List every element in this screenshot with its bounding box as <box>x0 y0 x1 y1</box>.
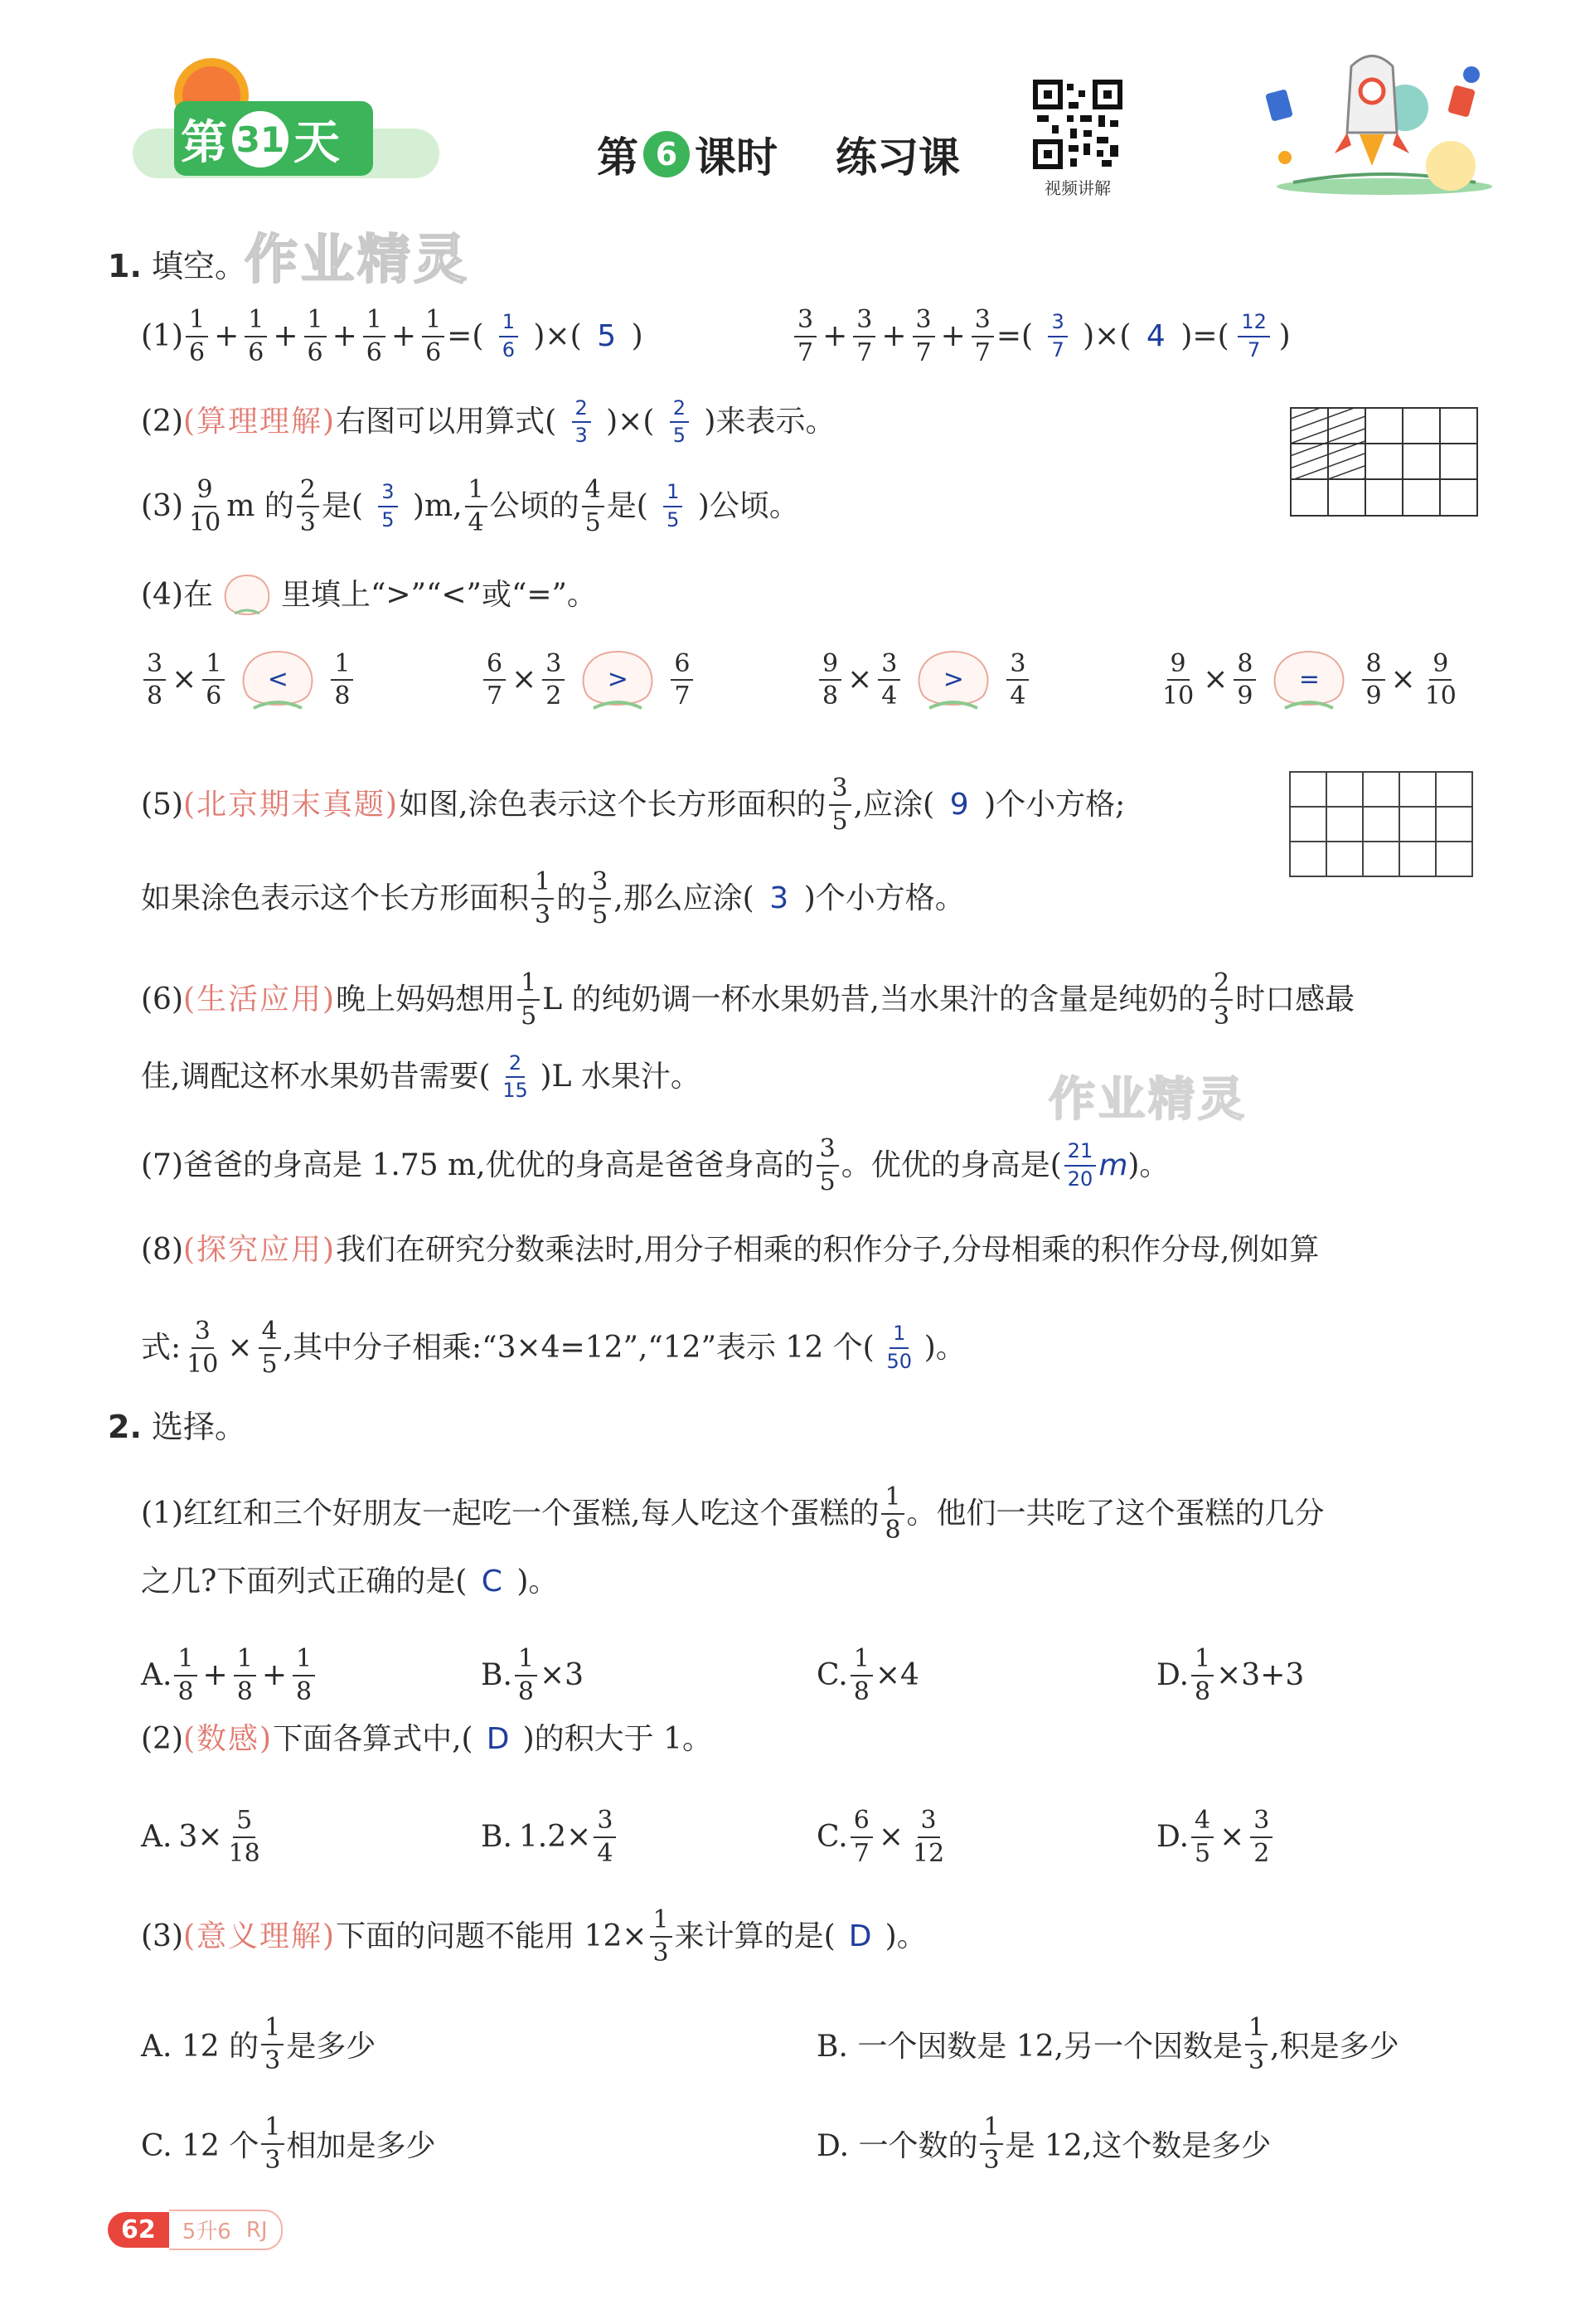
answer-blank[interactable]: D <box>848 1919 872 1953</box>
section2-title: 选择。 <box>151 1409 246 1445</box>
question-tag: (探究应用) <box>183 1233 337 1267</box>
answer-blank[interactable]: D <box>486 1722 510 1756</box>
q2-3-option-c[interactable]: C. 12 个 $\frac{1}{3}$ 相加是多少 <box>141 2113 436 2175</box>
grade-text: 5升6 <box>182 2220 231 2244</box>
answer-blank[interactable]: $\frac{12}{7}$ <box>1229 312 1279 360</box>
peach-answer-box[interactable]: > <box>908 647 999 713</box>
watermark-middle: 作业精灵 <box>1049 1073 1248 1127</box>
peach-answer-box[interactable]: = <box>1263 647 1355 713</box>
q1-8-line1: (8) (探究应用) 我们在研究分数乘法时,用分子相乘的积作分子,分母相乘的积作分母,例如算 <box>141 1233 1320 1267</box>
rocket-illustration <box>1260 41 1500 199</box>
qr-code-icon <box>1032 79 1123 170</box>
q1-1-right: $\frac{3}{7}$ + $\frac{3}{7}$ + $\frac{3}{7}$ + $\frac{3}{7}$ =( $\frac{3}{7}$ )×( 4 )=( $\frac{12}{7}$ ) <box>792 307 1291 366</box>
answer-blank[interactable]: $\frac{3}{7}$ <box>1033 312 1083 360</box>
section2-heading <box>108 1401 246 1447</box>
day-number: 31 <box>232 111 288 167</box>
hatched-grid <box>1289 406 1480 518</box>
hatched-grid-figure <box>1289 406 1480 522</box>
lesson-number: 6 <box>643 131 690 177</box>
qr-caption: 视频讲解 <box>1045 178 1111 198</box>
q2-1-option-b[interactable]: B. $\frac{1}{8}$ ×3 <box>481 1644 584 1706</box>
fraction: $\frac{1}{6}$ <box>422 307 444 366</box>
lesson-suffix: 课时 <box>695 133 778 182</box>
answer-blank[interactable]: C <box>481 1565 502 1599</box>
answer-blank[interactable]: 4 <box>1146 318 1166 353</box>
empty-grid-figure <box>1289 771 1473 877</box>
peach-answer-box[interactable]: > <box>572 647 663 713</box>
q1-7: (7) 爸爸的身高是 1.75 m,优优的身高是爸爸身高的 $\frac{3}{5}$ 。优优的身高是( $\frac{21}{20}$ m )。 <box>141 1134 1170 1196</box>
section1-heading <box>108 240 246 286</box>
q2-2: (2) (数感) 下面各算式中,( D )的积大于 1。 <box>141 1722 712 1756</box>
question-tag: (数感) <box>183 1722 274 1756</box>
fraction: $\frac{1}{6}$ <box>245 307 267 366</box>
answer-blank[interactable]: 5 <box>597 318 617 353</box>
q2-2-option-c[interactable]: C. $\frac{6}{7}$ × $\frac{3}{12}$ <box>817 1806 945 1868</box>
fraction: $\frac{3}{7}$ <box>853 307 875 366</box>
q1-4-item-3: $\frac{9}{8}$ × $\frac{3}{4}$ > $\frac{3}{4}$ <box>817 647 1031 713</box>
answer-blank[interactable]: $\frac{2}{3}$ <box>556 398 606 446</box>
q-label: (1) <box>141 318 183 353</box>
answer-blank[interactable]: $\frac{1}{6}$ <box>483 312 533 360</box>
lesson-prefix: 第 <box>597 133 638 182</box>
q1-6-line1: (6) (生活应用) 晚上妈妈想用 $\frac{1}{5}$ L 的纯奶调一杯水果奶昔,当水果汁的含量是纯奶的 $\frac{2}{3}$ 时口感最 <box>141 968 1355 1031</box>
answer-blank[interactable]: 9 <box>949 787 969 822</box>
q1-8-line2: 式: $\frac{3}{10}$ × $\frac{4}{5}$ ,其中分子相乘:“3×4=12”,“12”表示 12 个( $\frac{1}{50}$ )。 <box>141 1317 966 1379</box>
question-tag: (生活应用) <box>183 982 337 1016</box>
edition-text: RJ <box>245 2217 268 2243</box>
question-tag: (北京期末真题) <box>183 787 400 822</box>
q1-6-line2: 佳,调配这杯水果奶昔需要( $\frac{2}{15}$ )L 水果汁。 <box>141 1051 700 1103</box>
question-tag: (意义理解) <box>183 1919 337 1953</box>
q2-1-option-c[interactable]: C. $\frac{1}{8}$ ×4 <box>817 1644 919 1706</box>
section1-number: 1. <box>108 248 142 284</box>
page-number: 62 <box>108 2212 169 2248</box>
q2-2-option-d[interactable]: D. $\frac{4}{5}$ × $\frac{3}{2}$ <box>1156 1807 1275 1866</box>
q2-1-line1: (1) 红红和三个好朋友一起吃一个蛋糕,每人吃这个蛋糕的 $\frac{1}{8}$ 。他们一共吃了这个蛋糕的几分 <box>141 1482 1325 1545</box>
q2-3-option-a[interactable]: A. 12 的 $\frac{1}{3}$ 是多少 <box>141 2013 376 2075</box>
q1-2: (2) (算理理解) 右图可以用算式( $\frac{2}{3}$ )×( $\frac{2}{5}$ )来表示。 <box>141 396 836 448</box>
q2-1-option-d[interactable]: D. $\frac{1}{8}$ ×3+3 <box>1156 1644 1305 1706</box>
answer-blank[interactable]: $\frac{2}{5}$ <box>654 398 704 446</box>
q1-4-item-4: $\frac{9}{10}$ × $\frac{8}{9}$ = $\frac{8}{9}$ × $\frac{9}{10}$ <box>1156 647 1462 713</box>
q1-4-item-1: $\frac{3}{8}$ × $\frac{1}{6}$ < $\frac{1}{8}$ <box>141 647 356 713</box>
answer-blank[interactable]: $\frac{2}{15}$ <box>502 1051 528 1103</box>
question-tag: (算理理解) <box>183 405 337 439</box>
answer-blank[interactable]: 3 <box>769 881 789 915</box>
day-prefix: 第 <box>181 116 227 170</box>
peach-answer-box[interactable]: < <box>232 647 323 713</box>
q2-3-option-d[interactable]: D. 一个数的 $\frac{1}{3}$ 是 12,这个数是多少 <box>817 2113 1272 2175</box>
peach-icon <box>218 570 276 620</box>
fraction: $\frac{3}{7}$ <box>913 307 935 366</box>
section2-number: 2. <box>108 1409 142 1445</box>
q1-4-item-2: $\frac{6}{7}$ × $\frac{3}{2}$ > $\frac{6}{7}$ <box>481 647 696 713</box>
q2-3: (3) (意义理解) 下面的问题不能用 12× $\frac{1}{3}$ 来计算的是( D )。 <box>141 1905 927 1967</box>
q1-5-line1: (5) (北京期末真题) 如图,涂色表示这个长方形面积的 $\frac{3}{5}$ ,应涂( 9 )个小方格; <box>141 774 1126 836</box>
day-suffix: 天 <box>293 116 340 170</box>
fraction: $\frac{1}{6}$ <box>363 307 385 366</box>
fraction: $\frac{3}{7}$ <box>972 307 994 366</box>
lesson-name: 练习课 <box>836 133 960 182</box>
q1-4: (4)在 里填上“>”“<”或“=”。 <box>141 570 597 620</box>
q2-2-option-b[interactable]: B. 1.2× $\frac{3}{4}$ <box>481 1807 618 1866</box>
q2-1-line2: 之几?下面列式正确的是( C )。 <box>141 1565 559 1599</box>
rocket-icon <box>1260 41 1500 199</box>
q1-5-line2: 如果涂色表示这个长方形面积 $\frac{1}{3}$ 的 $\frac{3}{5}$ ,那么应涂( 3 )个小方格。 <box>141 867 965 929</box>
answer-blank[interactable]: $\frac{3}{5}$ <box>363 482 413 530</box>
q1-3: (3) $\frac{9}{10}$ m 的 $\frac{2}{3}$ 是( $\frac{3}{5}$ )m, $\frac{1}{4}$ 公顷的 $\frac{4}{5}$ 是( $\frac{1}{5}$ )公顷。 <box>141 475 799 537</box>
grade-badge <box>169 2210 283 2250</box>
answer-blank[interactable]: $\frac{21}{20}$ m <box>1062 1141 1128 1189</box>
q2-3-option-b[interactable]: B. 一个因数是 12,另一个因数是 $\frac{1}{3}$ ,积是多少 <box>817 2013 1399 2075</box>
lesson-title <box>597 124 960 184</box>
q2-2-option-a[interactable]: A. 3× $\frac{5}{18}$ <box>141 1806 260 1868</box>
fraction: $\frac{1}{6}$ <box>186 307 208 366</box>
q2-1-option-a[interactable]: A. $\frac{1}{8}$ + $\frac{1}{8}$ + $\frac{1}{8}$ <box>141 1646 318 1705</box>
q1-1-left: (1) $\frac{1}{6}$ + $\frac{1}{6}$ + $\frac{1}{6}$ + $\frac{1}{6}$ + $\frac{1}{6}$ =( $\frac{1}{6}$ )×( 5 ) <box>141 305 643 367</box>
fraction: $\frac{1}{6}$ <box>304 307 327 366</box>
fraction: $\frac{3}{7}$ <box>794 307 817 366</box>
day-badge <box>133 50 448 191</box>
section1-title: 填空。 <box>151 248 246 284</box>
answer-blank[interactable]: $\frac{1}{5}$ <box>648 482 698 530</box>
qr-code[interactable] <box>1032 79 1123 198</box>
footer-page-info <box>108 2210 283 2250</box>
watermark-top: 作业精灵 <box>245 230 470 291</box>
answer-blank[interactable]: $\frac{1}{50}$ <box>886 1322 912 1373</box>
